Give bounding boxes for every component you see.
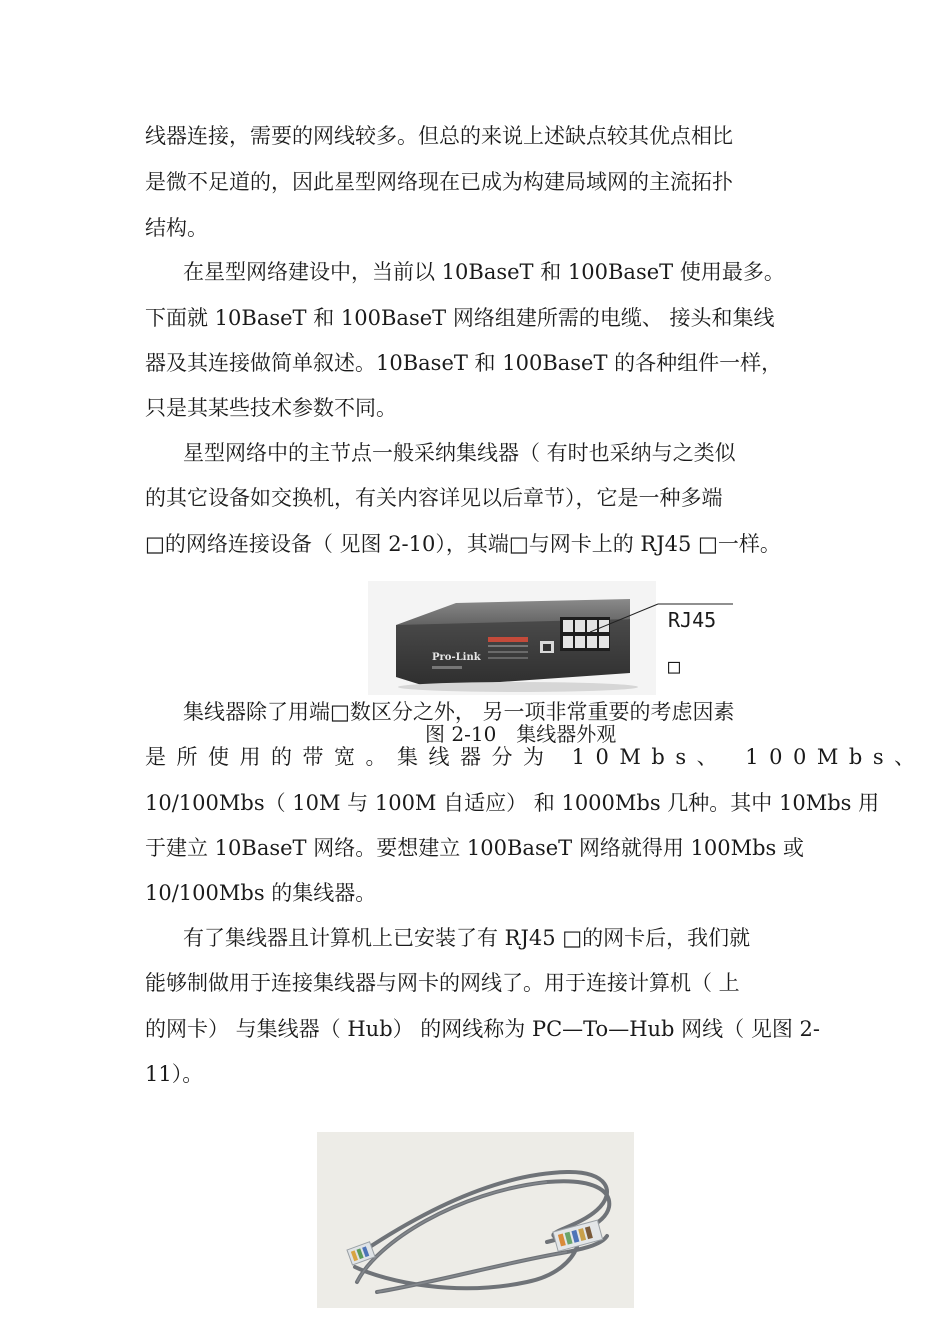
paragraph-4-line-4: 于建立 10BaseT 网络。要想建立 100BaseT 网络就得用 100Mbs 或 <box>145 836 804 860</box>
paragraph-3-line-3: □的网络连接设备（ 见图 2-10），其端□与网卡上的 RJ45 □一样。 <box>145 532 781 556</box>
paragraph-3-line-2: 的其它设备如交换机，有关内容详见以后章节），它是一种多端 <box>145 486 723 510</box>
network-cable-photo <box>317 1132 634 1308</box>
paragraph-5-line-1: 有了集线器且计算机上已安装了有 RJ45 □的网卡后，我们就 <box>183 926 751 950</box>
paragraph-4-line-2: 是所使用的带宽。集线器分为 10Mbs、 100Mbs、 <box>145 745 926 769</box>
paragraph-5-line-4: 11）。 <box>145 1062 204 1086</box>
paragraph-2-line-1: 在星型网络建设中，当前以 10BaseT 和 100BaseT 使用最多。 <box>183 260 785 284</box>
paragraph-4-line-5: 10/100Mbs 的集线器。 <box>145 881 377 905</box>
rj45-callout-label: RJ45 <box>668 608 717 632</box>
paragraph-2-line-4: 只是其某些技术参数不同。 <box>145 396 397 420</box>
paragraph-5-line-3: 的网卡） 与集线器（ Hub） 的网线称为 PC—To—Hub 网线（ 见图 2- <box>145 1017 820 1041</box>
paragraph-2-line-2: 下面就 10BaseT 和 100BaseT 网络组建所需的电缆、 接头和集线 <box>145 306 775 330</box>
figure-2-10-caption: 图 2-10 集线器外观 <box>425 722 617 746</box>
paragraph-1-line-1: 线器连接，需要的网线较多。但总的来说上述缺点较其优点相比 <box>145 124 733 148</box>
paragraph-4-line-3: 10/100Mbs（ 10M 与 100M 自适应） 和 1000Mbs 几种。其中 10Mbs 用 <box>145 791 880 815</box>
paragraph-1-line-3: 结构。 <box>145 216 208 240</box>
network-cable-illustration <box>317 1132 634 1308</box>
hub-brand-label: Pro-Link <box>432 652 481 663</box>
paragraph-1-line-2: 是微不足道的，因此星型网络现在已成为构建局域网的主流拓扑 <box>145 170 733 194</box>
rj45-callout-port-glyph: □ <box>668 654 681 678</box>
paragraph-2-line-3: 器及其连接做简单叙述。10BaseT 和 100BaseT 的各种组件一样， <box>145 351 783 375</box>
paragraph-5-line-2: 能够制做用于连接集线器与网卡的网线了。用于连接计算机（ 上 <box>145 971 740 995</box>
paragraph-3-line-1: 星型网络中的主节点一般采纳集线器（ 有时也采纳与之类似 <box>183 441 736 465</box>
paragraph-4-line-1: 集线器除了用端□数区分之外， 另一项非常重要的考虑因素 <box>183 700 735 724</box>
